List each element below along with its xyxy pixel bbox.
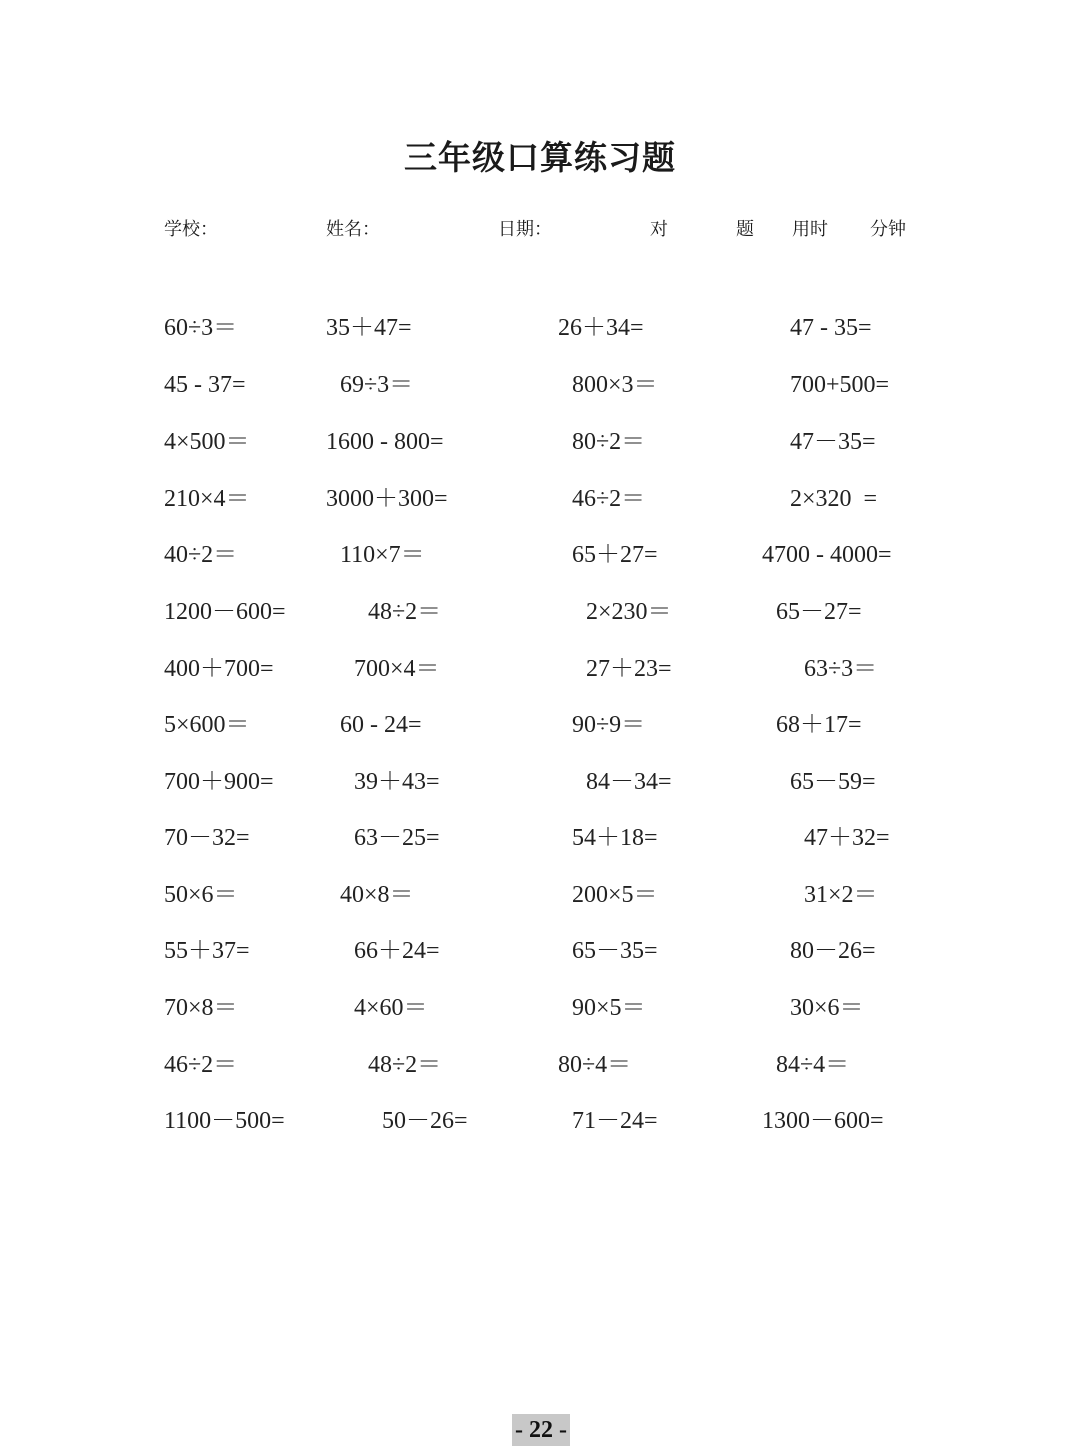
problem: 80÷2＝ bbox=[572, 429, 646, 455]
problem: 50－26= bbox=[382, 1108, 468, 1134]
problem: 70×8＝ bbox=[164, 995, 238, 1021]
problem: 47 - 35= bbox=[790, 315, 872, 341]
questions-label: 题 bbox=[736, 219, 754, 240]
time-used-label: 用时 bbox=[792, 219, 828, 240]
problem: 4×60＝ bbox=[354, 995, 428, 1021]
problem: 65＋27= bbox=[572, 542, 658, 568]
problem: 30×6＝ bbox=[790, 995, 864, 1021]
problem: 46÷2＝ bbox=[572, 486, 646, 512]
school-label: 学校： bbox=[164, 219, 218, 240]
problem: 27＋23= bbox=[586, 656, 672, 682]
problem: 1200－600= bbox=[164, 599, 286, 625]
problem: 31×2＝ bbox=[804, 882, 878, 908]
problem: 200×5＝ bbox=[572, 882, 658, 908]
problem: 1100－500= bbox=[164, 1108, 285, 1134]
problem: 69÷3＝ bbox=[340, 372, 414, 398]
problem: 54＋18= bbox=[572, 825, 658, 851]
correct-label: 对 bbox=[650, 219, 668, 240]
problem: 700×4＝ bbox=[354, 656, 440, 682]
problem: 90÷9＝ bbox=[572, 712, 646, 738]
problem: 65－35= bbox=[572, 938, 658, 964]
problem: 3000＋300= bbox=[326, 486, 448, 512]
problem: 60 - 24= bbox=[340, 712, 422, 738]
problem: 50×6＝ bbox=[164, 882, 238, 908]
problem: 55＋37= bbox=[164, 938, 250, 964]
problem: 39＋43= bbox=[354, 769, 440, 795]
problem: 1600 - 800= bbox=[326, 429, 444, 455]
problem: 5×600＝ bbox=[164, 712, 250, 738]
problem: 65－27= bbox=[776, 599, 862, 625]
problem: 2×230＝ bbox=[586, 599, 672, 625]
problem: 63－25= bbox=[354, 825, 440, 851]
problem: 4×500＝ bbox=[164, 429, 250, 455]
page-title: 三年级口算练习题 bbox=[404, 138, 676, 177]
problem: 800×3＝ bbox=[572, 372, 658, 398]
problem: 210×4＝ bbox=[164, 486, 250, 512]
problem: 110×7＝ bbox=[340, 542, 425, 568]
problem: 700+500= bbox=[790, 372, 890, 398]
problem: 80－26= bbox=[790, 938, 876, 964]
problem: 84－34= bbox=[586, 769, 672, 795]
problem: 4700 - 4000= bbox=[762, 542, 892, 568]
minutes-label: 分钟 bbox=[870, 219, 906, 240]
problem: 90×5＝ bbox=[572, 995, 646, 1021]
problem: 1300－600= bbox=[762, 1108, 884, 1134]
name-label: 姓名： bbox=[326, 219, 380, 240]
problem: 700＋900= bbox=[164, 769, 274, 795]
problem: 2×320 = bbox=[790, 486, 878, 512]
problem: 26＋34= bbox=[558, 315, 644, 341]
problem: 48÷2＝ bbox=[368, 599, 442, 625]
problem: 47－35= bbox=[790, 429, 876, 455]
page-number: - 22 - bbox=[512, 1414, 570, 1446]
problem: 84÷4＝ bbox=[776, 1052, 850, 1078]
problem: 63÷3＝ bbox=[804, 656, 878, 682]
problem: 71－24= bbox=[572, 1108, 658, 1134]
problem: 66＋24= bbox=[354, 938, 440, 964]
problem: 68＋17= bbox=[776, 712, 862, 738]
problem: 40÷2＝ bbox=[164, 542, 238, 568]
problem: 46÷2＝ bbox=[164, 1052, 238, 1078]
problem: 400＋700= bbox=[164, 656, 274, 682]
problem: 80÷4＝ bbox=[558, 1052, 632, 1078]
problem: 48÷2＝ bbox=[368, 1052, 442, 1078]
problem: 65－59= bbox=[790, 769, 876, 795]
problem: 70－32= bbox=[164, 825, 250, 851]
date-label: 日期： bbox=[498, 219, 552, 240]
problem: 35＋47= bbox=[326, 315, 412, 341]
problem: 45 - 37= bbox=[164, 372, 246, 398]
problem: 60÷3＝ bbox=[164, 315, 238, 341]
problem: 47＋32= bbox=[804, 825, 890, 851]
problem: 40×8＝ bbox=[340, 882, 414, 908]
